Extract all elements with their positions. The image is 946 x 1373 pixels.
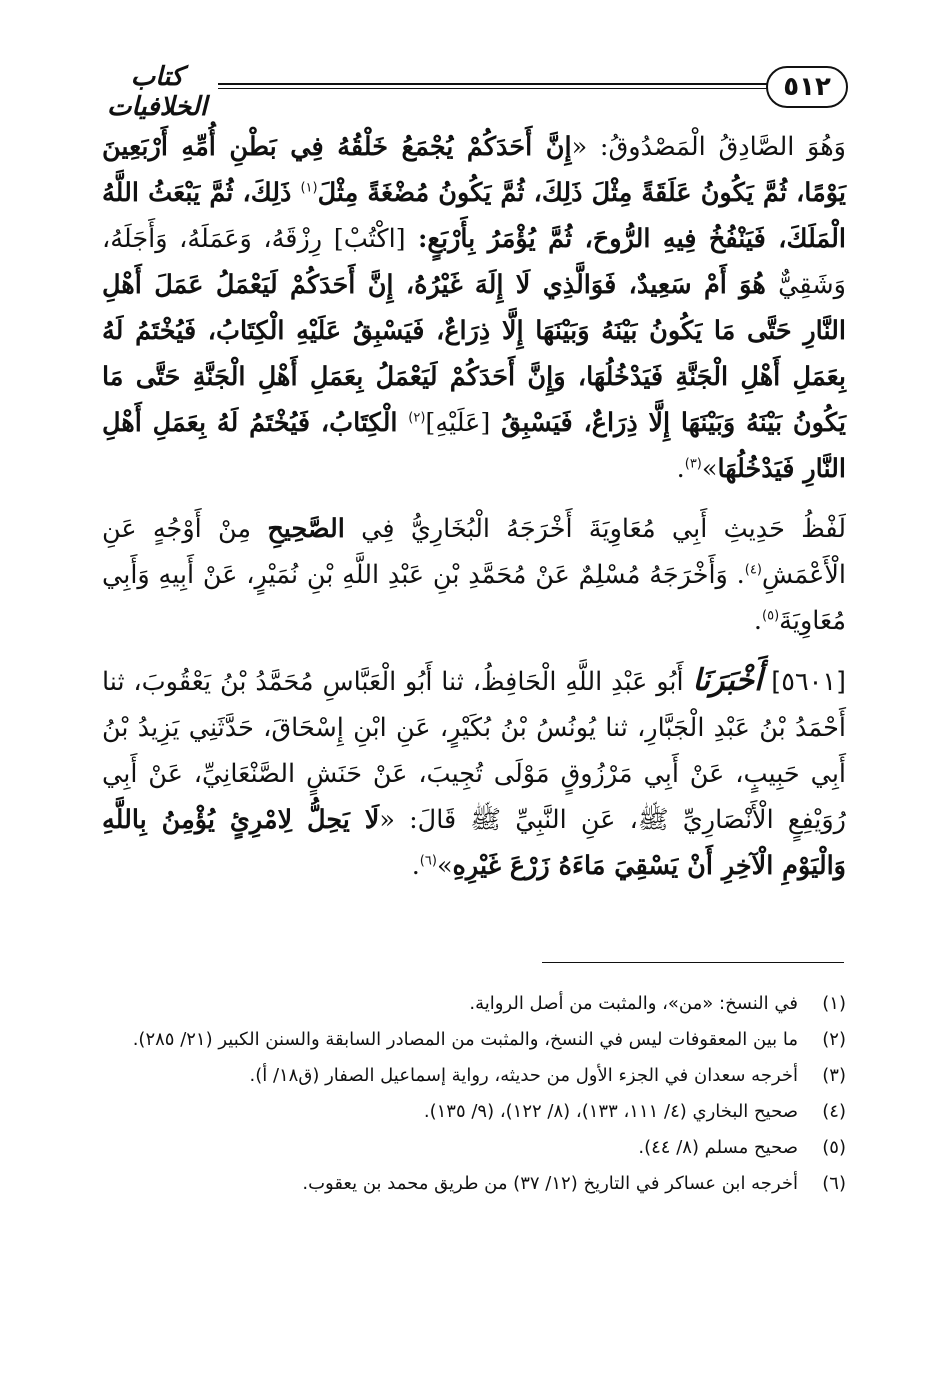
footnote-number: (٤): [822, 1101, 846, 1122]
header-rule-thin: [218, 88, 768, 89]
text-run: . وَأَخْرَجَهُ مُسْلِمٌ عَنْ مُحَمَّدِ بْنِ عَبْدِ اللَّهِ بْنِ نُمَيْرٍ، عَنْ أَبِيهِ وَأَبِي مُعَاوِيَةَ: [102, 560, 846, 636]
footnote: [102, 986, 846, 1022]
text-run: »: [701, 454, 718, 484]
prophetic-quote: إِنَّ أَحَدَكُمْ يُجْمَعُ خَلْقُهُ فِي بَطْنِ أُمِّهِ أَرْبَعِينَ يَوْمًا، ثُمَّ يَكُونُ عَلَقَةً مِثْلَ ذَلِكَ، ثُمَّ يَكُونُ مُضْغَةً مِثْلَ: [102, 132, 846, 208]
footnote-text: ما بين المعقوفات ليس في النسخ، والمثبت من المصادر السابقة والسنن الكبير (٢١/ ٢٨٥).: [132, 1029, 798, 1050]
footnote: [102, 1166, 846, 1202]
footnote-ref: (٣): [684, 456, 702, 472]
page-number: ٥١٢: [766, 66, 848, 108]
footnote-text: صحيح مسلم (٨/ ٤٤).: [638, 1137, 798, 1158]
footnote-number: (٢): [822, 1029, 846, 1050]
footnote-ref: (٥): [762, 608, 780, 624]
footnote-number: (٥): [822, 1137, 846, 1158]
text-run: أَبُو عَبْدِ اللَّهِ الْحَافِظُ، ثنا أَبُو الْعَبَّاسِ مُحَمَّدُ بْنُ يَعْقُوبَ، ثنا أَحْمَدُ بْنُ عَبْدِ الْجَبَّارِ، ثنا يُونُسُ بْنُ بُكَيْرٍ، عَنِ ابْنِ إِسْحَاقَ، حَدَّثَنِي يَزِيدُ بْنُ أَبِي حَبِيبٍ، عَنْ أَبِي مَرْزُوقٍ مَوْلَى تُجِيبَ، عَنْ حَنَشٍ الصَّنْعَانِيِّ، عَنْ أَبِي رُوَيْفِعٍ الْأَنْصَارِيِّ ﷺ، عَنِ النَّبِيِّ ﷺ قَالَ: «: [102, 667, 846, 835]
footnote-text: في النسخ: «من»، والمثبت من أصل الرواية.: [469, 993, 798, 1014]
header-rule: [218, 83, 768, 85]
text-run: [عَلَيْهِ]: [425, 408, 491, 438]
hadith-number: [٥٦٠١]: [771, 667, 846, 697]
footnote-ref: (٢): [408, 410, 426, 426]
main-text: [102, 124, 846, 903]
footnotes: [102, 986, 846, 1202]
takhrij-paragraph: [102, 506, 846, 644]
hadith-paragraph: [102, 124, 846, 492]
footnote-text: أخرجه سعدان في الجزء الأول من حديثه، رواية إسماعيل الصفار (ق١٨/ أ).: [249, 1065, 798, 1086]
book-name: الصَّحِيحِ: [267, 514, 345, 544]
text-run: .: [411, 851, 420, 881]
footnote: [102, 1094, 846, 1130]
footnote: [102, 1130, 846, 1166]
text-run: .: [753, 606, 763, 636]
akhbarana-label: أَخْبَرَنَا: [692, 663, 763, 698]
footnote-separator: [542, 962, 844, 963]
text-run: [اكْتُبْ] رِزْقَهُ، وَعَمَلَهُ، وَأَجَلَهُ، وَشَقِيٌّ: [102, 224, 846, 300]
prophetic-quote: لَا يَحِلُّ لِامْرِئٍ يُؤْمِنُ بِاللَّهِ وَالْيَوْمِ الْآخِرِ أَنْ يَسْقِيَ مَاءَهُ زَرْعَ غَيْرِهِ: [102, 805, 846, 881]
text-run: لَفْظُ حَدِيثِ أَبِي مُعَاوِيَةَ أَخْرَجَهُ الْبُخَارِيُّ فِي: [344, 514, 846, 544]
footnote-number: (٦): [822, 1173, 846, 1194]
footnote-ref: (١): [300, 180, 318, 196]
footnote-number: (١): [822, 993, 846, 1014]
footnote-text: صحيح البخاري (٤/ ١١١، ١٣٣)، (٨/ ١٢٢)، (٩/ ١٣٥).: [423, 1101, 798, 1122]
text-run: وَهُوَ الصَّادِقُ الْمَصْدُوقُ: «: [571, 132, 846, 162]
text-run: »: [436, 851, 453, 881]
footnote-text: أخرجه ابن عساكر في التاريخ (١٢/ ٣٧) من طريق محمد بن يعقوب.: [302, 1173, 798, 1194]
text-run: .: [676, 454, 685, 484]
book-title: كتاب الخلافيات: [106, 62, 208, 122]
hadith-paragraph: [102, 658, 846, 889]
prophetic-quote: ذَلِكَ، ثُمَّ يَبْعَثُ اللَّهُ الْمَلَكَ، فَيَنْفُخُ فِيهِ الرُّوحَ، ثُمَّ يُؤْمَرُ بِأَرْبَعٍ:: [102, 178, 846, 254]
footnote-ref: (٦): [419, 853, 437, 869]
prophetic-quote: الْكِتَابُ، فَيُخْتَمُ لَهُ بِعَمَلِ أَهْلِ النَّارِ فَيَدْخُلُهَا: [102, 408, 846, 484]
text-run: مِنْ أَوْجُهٍ عَنِ الْأَعْمَشِ: [102, 514, 846, 590]
prophetic-quote: هُوَ أَمْ سَعِيدٌ، فَوَالَّذِي لَا إِلَهَ غَيْرُهُ، إِنَّ أَحَدَكُمْ لَيَعْمَلُ عَمَلَ أَهْلِ النَّارِ حَتَّى مَا يَكُونُ بَيْنَهُ وَبَيْنَهَا إِلَّا ذِرَاعٌ، فَيَسْبِقُ عَلَيْهِ الْكِتَابُ، فَيُخْتَمُ لَهُ بِعَمَلِ أَهْلِ الْجَنَّةِ فَيَدْخُلُهَا، وَإِنَّ أَحَدَكُمْ لَيَعْمَلُ بِعَمَلِ أَهْلِ الْجَنَّةِ حَتَّى مَا يَكُونُ بَيْنَهُ وَبَيْنَهَا إِلَّا ذِرَاعٌ، فَيَسْبِقُ: [102, 270, 846, 438]
running-header: [98, 60, 848, 122]
footnote: [102, 1022, 846, 1058]
footnote-ref: (٤): [744, 562, 762, 578]
footnote-number: (٣): [822, 1065, 846, 1086]
footnote: [102, 1058, 846, 1094]
